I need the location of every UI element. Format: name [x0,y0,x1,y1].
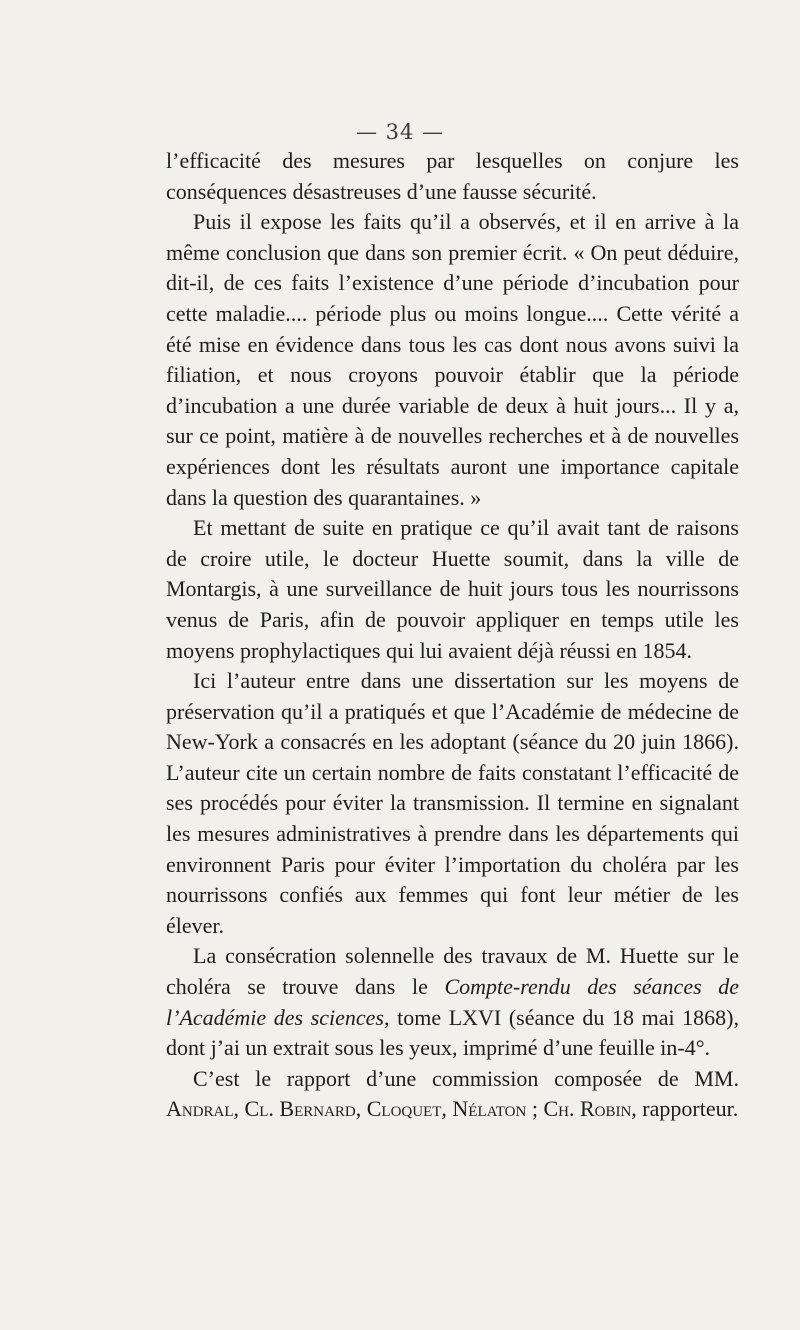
commission-text-end: , rapporteur. [631,1096,739,1122]
paragraph-incubation-quote: Puis il expose les faits qu’il a observés, et il en arrive à la même conclusion que dans son premier écrit. « On peut déduire, dit-il, de ces faits l’existence d’une période d’incubation pour cette maladie.... période plus ou moins longue.... Cette vérité a été mise en évidence dans tous les cas dont nous avons suivi la filiation, et nous croyons pouvoir établir que la période d’incubation a une durée variable de deux à huit jours... Il y a, sur ce point, matière à de nouvelles recherches et à de nouvelles expériences dont les résultats auront une importance capitale dans la question des quarantaines. » [166,209,739,510]
page-number: — 34 — [355,120,445,144]
commission-members: Andral, Cl. Bernard, Cloquet, Nélaton ; Ch. Robin [166,1096,632,1122]
paragraph-montargis: Et mettant de suite en pratique ce qu’il avait tant de raisons de croire utile, le docteur Huette soumit, dans la ville de Montargis, à une surveillance de huit jours tous les nourrissons venus de Paris, afin de pouvoir appliquer en temps utile les moyens prophylactiques qui lui avaient déjà réussi en 1854. [166,515,739,663]
body-text [166,146,739,1125]
consecration-text-start: La consécration solennelle des travaux de M. Huette sur le choléra se trouve dans le [166,943,739,1000]
publication-title: Compte-rendu des séances de l’Académie des sciences [166,974,739,1030]
commission-text-start: C’est le rapport d’une commission composée de MM. [193,1065,739,1091]
paragraph-continued: l’efficacité des mesures par lesquelles on conjure les conséquences désastreuses d’une fausse sécurité. [166,148,739,204]
paragraph-preservation: Ici l’auteur entre dans une dissertation sur les moyens de préservation qu’il a pratiqués et que l’Académie de médecine de New-York a consacrés en les adoptant (séance du 20 juin 1866). L’auteur cite un certain nombre de faits constatant l’efficacité de ses procédés pour éviter la transmission. Il termine en signalant les mesures administratives à prendre dans les départements qui environnent Paris pour éviter l’importation du choléra par les nourrissons confiés aux femmes qui font leur métier de les élever. [166,668,739,938]
paragraph-commission [166,1064,739,1125]
paragraph-consecration [166,941,739,1063]
consecration-text-end: , tome LXVI (séance du 18 mai 1868), dont j’ai un extrait sous les yeux, imprimé d’une feuille in-4°. [166,1004,739,1061]
